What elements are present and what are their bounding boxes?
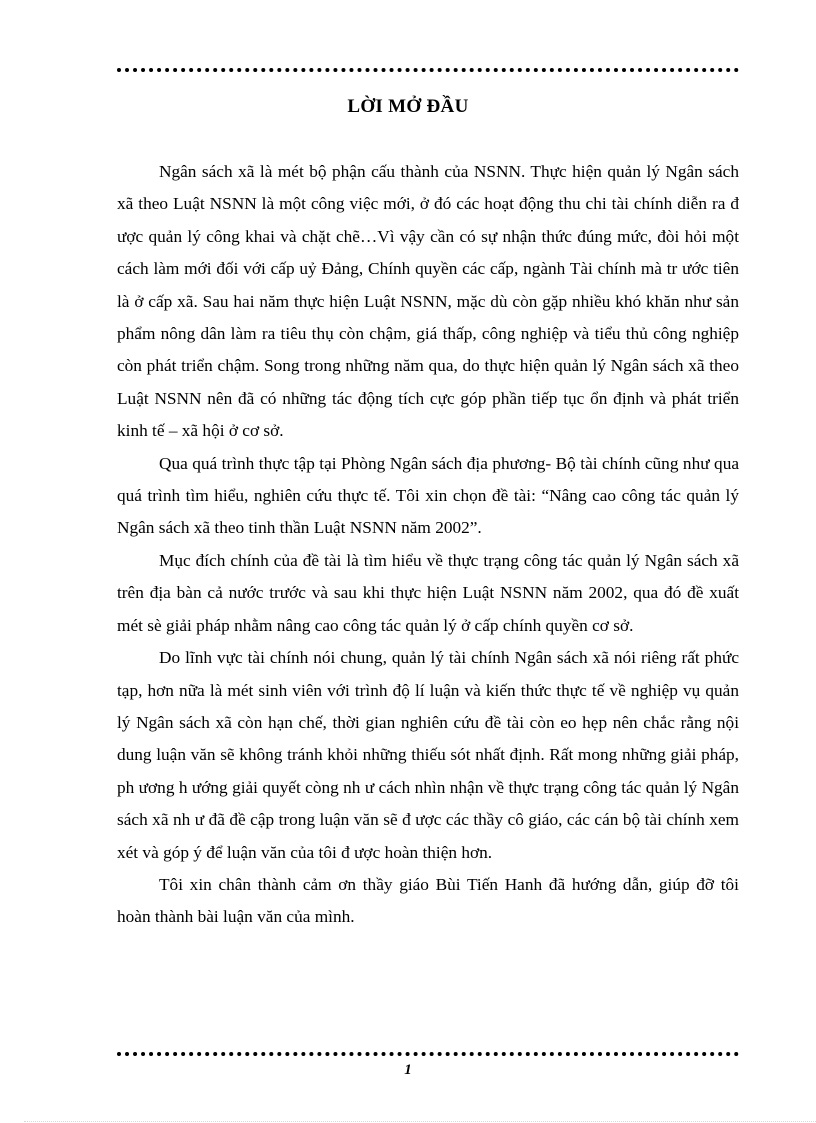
body-text <box>117 156 739 934</box>
header-dotted-rule <box>117 68 739 72</box>
footer-dotted-rule <box>117 1052 739 1056</box>
page-number: 1 <box>404 1062 412 1078</box>
paragraph-1: Ngân sách xã là mét bộ phận cấu thành của NSNN. Thực hiện quản lý Ngân sách xã theo Luật NSNN là một công việc mới, ở đó các hoạt động thu chi tài chính diễn ra đ ược quản lý công khai và chặt chẽ…Vì vậy cần có sự nhận thức đúng mức, đòi hỏi một cách làm mới đối với cấp uỷ Đảng, Chính quyền các cấp, ngành Tài chính mà tr ước tiên là ở cấp xã. Sau hai năm thực hiện Luật NSNN, mặc dù còn gặp nhiều khó khăn như sản phẩm nông dân làm ra tiêu thụ còn chậm, giá thấp, công nghiệp và tiểu thủ công nghiệp còn phát triển chậm. Song trong những năm qua, do thực hiện quản lý Ngân sách xã theo Luật NSNN nên đã có những tác động tích cực góp phần tiếp tục ổn định và phát triển kinh tế – xã hội ở cơ sở. <box>117 162 739 441</box>
paragraph-4: Do lĩnh vực tài chính nói chung, quản lý tài chính Ngân sách xã nói riêng rất phức tạp, hơn nữa là mét sinh viên với trình độ lí luận và kiến thức thực tế về nghiệp vụ quản lý Ngân sách xã còn hạn chế, thời gian nghiên cứu đề tài còn eo hẹp nên chắc rằng nội dung luận văn sẽ không tránh khỏi những thiếu sót nhất định. Rất mong những giải pháp, ph ương h ướng giải quyết còng nh ư cách nhìn nhận về thực trạng công tác quản lý Ngân sách xã nh ư đã đề cập trong luận văn sẽ đ ược các thầy cô giáo, các cán bộ tài chính xem xét và góp ý để luận văn của tôi đ ược hoàn thiện hơn. <box>117 648 739 862</box>
paragraph-3: Mục đích chính của đề tài là tìm hiểu về thực trạng công tác quản lý Ngân sách xã trên địa bàn cả nước trước và sau khi thực hiện Luật NSNN năm 2002, qua đó đề xuất mét sè giải pháp nhằm nâng cao công tác quản lý ở cấp chính quyền cơ sở. <box>117 550 739 635</box>
paragraph-2: Qua quá trình thực tập tại Phòng Ngân sách địa phương- Bộ tài chính cũng như qua quá trình tìm hiểu, nghiên cứu thực tế. Tôi xin chọn đề tài: “Nâng cao công tác quản lý Ngân sách xã theo tinh thần Luật NSNN năm 2002”. <box>117 453 739 538</box>
document-title: LỜI MỞ ĐẦU <box>347 96 469 117</box>
paragraph-5: Tôi xin chân thành cảm ơn thầy giáo Bùi Tiến Hanh đã hướng dẫn, giúp đỡ tôi hoàn thành bài luận văn của mình. <box>117 874 739 927</box>
page-edge-divider <box>24 1121 816 1122</box>
